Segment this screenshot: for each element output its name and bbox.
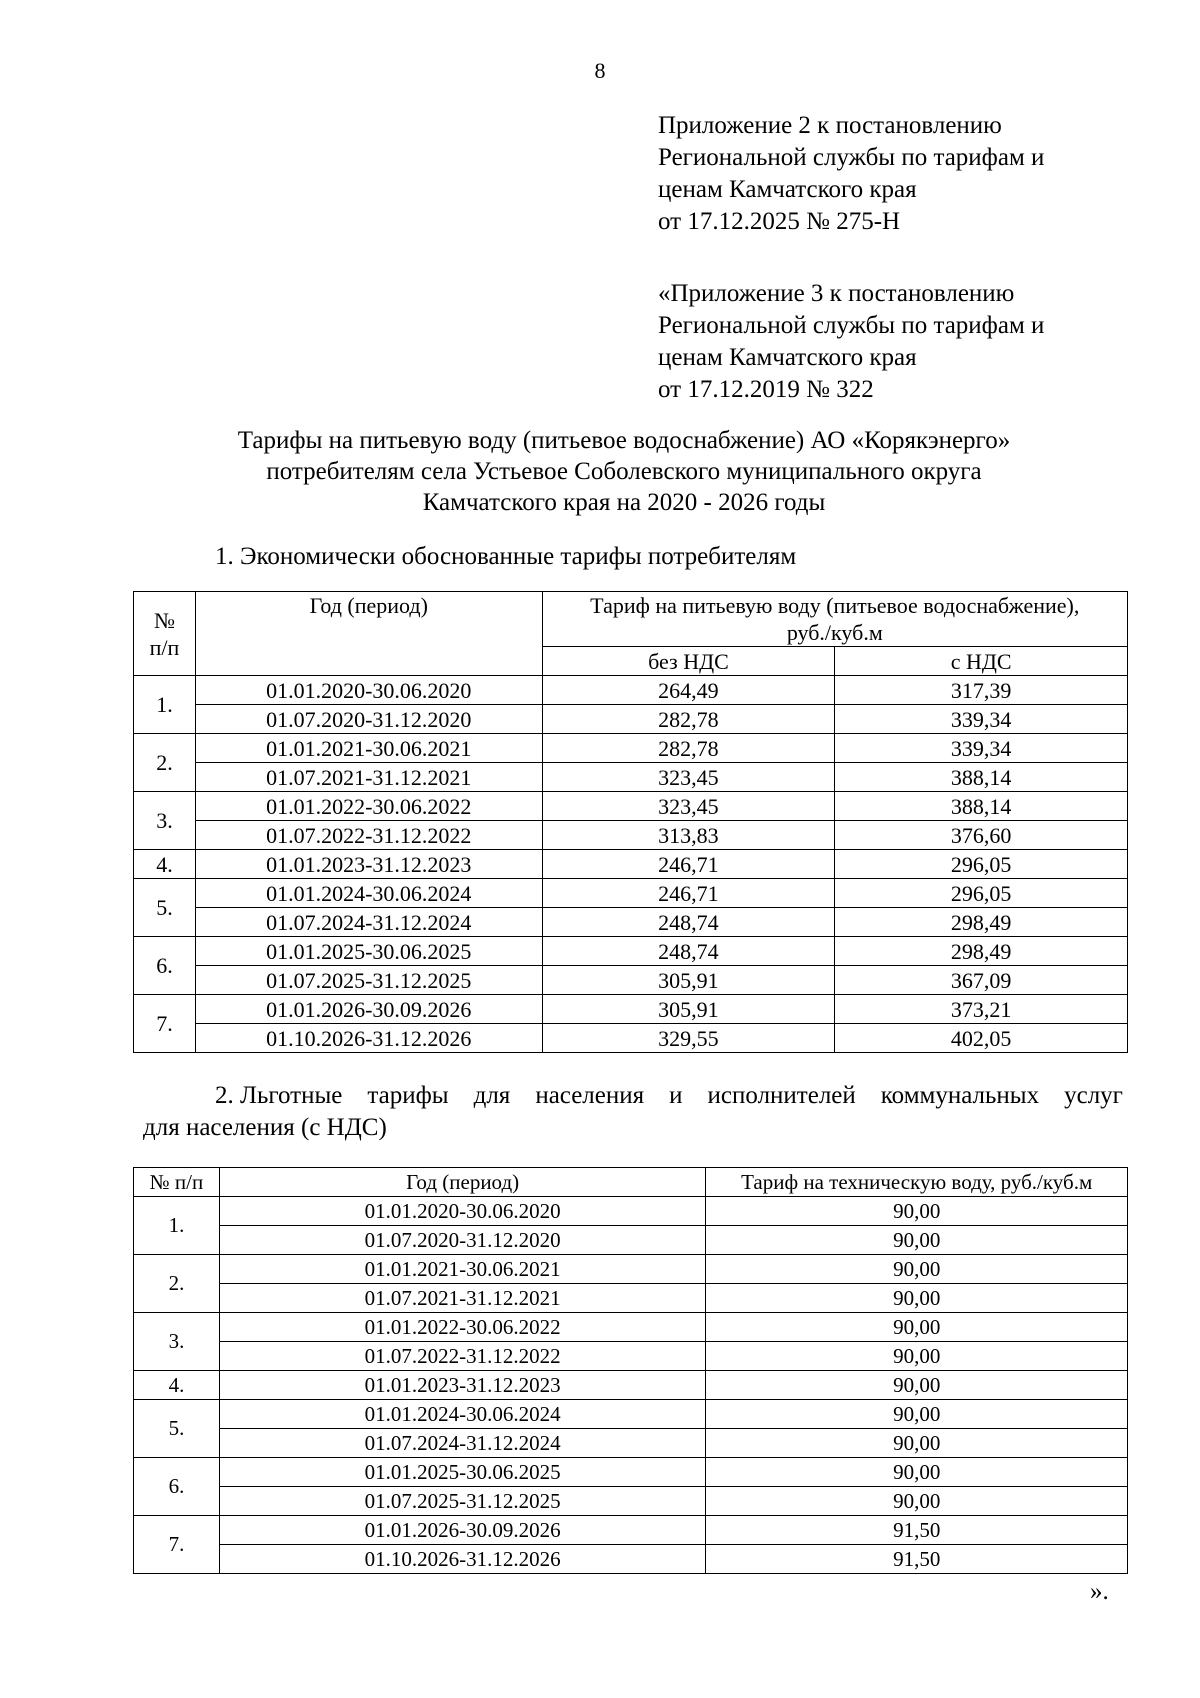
table-row [134, 1458, 1128, 1487]
tariff-with-vat-cell: 298,49 [835, 937, 1128, 966]
table-row [134, 1545, 1128, 1574]
row-number: 6. [134, 1458, 220, 1516]
table-row [134, 850, 1128, 879]
tariff-no-vat-cell: 323,45 [542, 792, 835, 821]
tariff-with-vat-cell: 402,05 [835, 1024, 1128, 1053]
table-row [134, 1400, 1128, 1429]
period-cell: 01.01.2023-31.12.2023 [195, 850, 542, 879]
period-cell: 01.01.2026-30.09.2026 [195, 995, 542, 1024]
table-row [134, 1226, 1128, 1255]
table-row [134, 821, 1128, 850]
economic-tariffs-table [133, 591, 1128, 1053]
period-cell: 01.01.2024-30.06.2024 [195, 879, 542, 908]
tariff-with-vat-cell: 317,39 [835, 676, 1128, 705]
table-row [134, 1284, 1128, 1313]
period-cell: 01.07.2024-31.12.2024 [195, 908, 542, 937]
period-cell: 01.01.2025-30.06.2025 [195, 937, 542, 966]
header-no-vat: без НДС [542, 647, 835, 676]
tariff-with-vat-cell: 388,14 [835, 792, 1128, 821]
table-row [134, 1371, 1128, 1400]
row-number: 3. [134, 1313, 220, 1371]
table-row [134, 1429, 1128, 1458]
table-row [134, 705, 1128, 734]
tariff-no-vat-cell: 246,71 [542, 879, 835, 908]
economic-tariffs-body [134, 676, 1128, 1053]
heading-word: исполнителей [707, 1082, 856, 1109]
header-num: № п/п [134, 592, 196, 676]
period-cell: 01.07.2021-31.12.2021 [219, 1284, 705, 1313]
header-tariff: Тариф на техническую воду, руб./куб.м [706, 1168, 1128, 1197]
heading-word: тарифы [367, 1082, 449, 1109]
table-row [134, 1487, 1128, 1516]
tariff-cell: 90,00 [706, 1342, 1128, 1371]
table-row [134, 1342, 1128, 1371]
section1-heading: 1. Экономически обоснованные тарифы потребителям [215, 543, 797, 570]
tariff-with-vat-cell: 339,34 [835, 705, 1128, 734]
section2-heading-line2: для населения (с НДС) [143, 1114, 387, 1141]
table-row [134, 937, 1128, 966]
period-cell: 01.01.2022-30.06.2022 [195, 792, 542, 821]
heading-word: для [473, 1082, 511, 1109]
tariff-cell: 90,00 [706, 1371, 1128, 1400]
annex-previous-line: от 17.12.2019 № 322 [658, 376, 874, 403]
annex-current-line: от 17.12.2025 № 275-Н [658, 208, 901, 235]
annex-previous [658, 278, 1044, 406]
period-cell: 01.01.2023-31.12.2023 [219, 1371, 705, 1400]
tariff-no-vat-cell: 305,91 [542, 995, 835, 1024]
period-cell: 01.07.2024-31.12.2024 [219, 1429, 705, 1458]
table-row [134, 1255, 1128, 1284]
period-cell: 01.07.2022-31.12.2022 [219, 1342, 705, 1371]
tariff-cell: 90,00 [706, 1313, 1128, 1342]
table-row [134, 908, 1128, 937]
tariff-cell: 90,00 [706, 1226, 1128, 1255]
row-number: 7. [134, 995, 196, 1053]
tariff-no-vat-cell: 282,78 [542, 705, 835, 734]
table-row [134, 879, 1128, 908]
header-tariff: Тариф на питьевую воду (питьевое водоснабжение), руб./куб.м [542, 592, 1127, 647]
annex-current [658, 110, 1044, 238]
annex-current-line: ценам Камчатского края [658, 176, 917, 203]
title-line: Тарифы на питьевую воду (питьевое водоснабжение) АО «Корякэнерго» [237, 427, 1011, 454]
title-line: Камчатского края на 2020 - 2026 годы [422, 489, 826, 516]
table-row [134, 676, 1128, 705]
title-line: потребителям села Устьевое Соболевского муниципального округа [266, 458, 982, 485]
period-cell: 01.01.2020-30.06.2020 [219, 1197, 705, 1226]
tariff-no-vat-cell: 246,71 [542, 850, 835, 879]
table-row [134, 792, 1128, 821]
annex-current-line: Приложение 2 к постановлению [658, 112, 1002, 139]
tariff-cell: 91,50 [706, 1516, 1128, 1545]
row-number: 6. [134, 937, 196, 995]
period-cell: 01.07.2022-31.12.2022 [195, 821, 542, 850]
row-number: 5. [134, 1400, 220, 1458]
period-cell: 01.10.2026-31.12.2026 [195, 1024, 542, 1053]
period-cell: 01.10.2026-31.12.2026 [219, 1545, 705, 1574]
period-cell: 01.07.2020-31.12.2020 [219, 1226, 705, 1255]
annex-current-line: Региональной службы по тарифам и [658, 144, 1045, 171]
period-cell: 01.01.2021-30.06.2021 [219, 1255, 705, 1284]
tariff-no-vat-cell: 305,91 [542, 966, 835, 995]
preferential-tariffs-body [134, 1197, 1128, 1574]
table-row [134, 763, 1128, 792]
period-cell: 01.01.2025-30.06.2025 [219, 1458, 705, 1487]
tariff-cell: 90,00 [706, 1284, 1128, 1313]
closing-quote: ». [1090, 1578, 1109, 1605]
section2-heading [143, 1080, 1123, 1144]
table-row [134, 1024, 1128, 1053]
period-cell: 01.07.2025-31.12.2025 [219, 1487, 705, 1516]
tariff-cell: 90,00 [706, 1400, 1128, 1429]
tariff-with-vat-cell: 339,34 [835, 734, 1128, 763]
document-title [120, 425, 1128, 518]
period-cell: 01.01.2021-30.06.2021 [195, 734, 542, 763]
row-number: 7. [134, 1516, 220, 1574]
tariff-with-vat-cell: 373,21 [835, 995, 1128, 1024]
header-period: Год (период) [219, 1168, 705, 1197]
tariff-no-vat-cell: 282,78 [542, 734, 835, 763]
period-cell: 01.07.2020-31.12.2020 [195, 705, 542, 734]
tariff-with-vat-cell: 367,09 [835, 966, 1128, 995]
tariff-with-vat-cell: 298,49 [835, 908, 1128, 937]
tariff-no-vat-cell: 248,74 [542, 937, 835, 966]
period-cell: 01.07.2021-31.12.2021 [195, 763, 542, 792]
period-cell: 01.01.2022-30.06.2022 [219, 1313, 705, 1342]
annex-previous-line: Региональной службы по тарифам и [658, 312, 1045, 339]
header-period: Год (период) [195, 592, 542, 676]
tariff-with-vat-cell: 376,60 [835, 821, 1128, 850]
tariff-no-vat-cell: 248,74 [542, 908, 835, 937]
row-number: 2. [134, 734, 196, 792]
table-row [134, 1313, 1128, 1342]
row-number: 4. [134, 1371, 220, 1400]
heading-word: населения [535, 1082, 645, 1109]
tariff-cell: 90,00 [706, 1197, 1128, 1226]
annex-previous-line: «Приложение 3 к постановлению [658, 280, 1015, 307]
tariff-cell: 91,50 [706, 1545, 1128, 1574]
tariff-cell: 90,00 [706, 1487, 1128, 1516]
tariff-with-vat-cell: 296,05 [835, 850, 1128, 879]
row-number: 1. [134, 676, 196, 734]
tariff-no-vat-cell: 264,49 [542, 676, 835, 705]
table-row [134, 995, 1128, 1024]
header-with-vat: с НДС [835, 647, 1128, 676]
heading-word: коммунальных [880, 1082, 1040, 1109]
preferential-tariffs-table [133, 1167, 1128, 1574]
tariff-no-vat-cell: 323,45 [542, 763, 835, 792]
table-row [134, 966, 1128, 995]
period-cell: 01.01.2026-30.09.2026 [219, 1516, 705, 1545]
row-number: 4. [134, 850, 196, 879]
period-cell: 01.07.2025-31.12.2025 [195, 966, 542, 995]
tariff-with-vat-cell: 296,05 [835, 879, 1128, 908]
page-number: 8 [594, 58, 606, 83]
heading-word: и [669, 1082, 683, 1109]
tariff-cell: 90,00 [706, 1458, 1128, 1487]
heading-word: 2. Льготные [215, 1082, 343, 1109]
row-number: 2. [134, 1255, 220, 1313]
table-row [134, 1516, 1128, 1545]
period-cell: 01.01.2024-30.06.2024 [219, 1400, 705, 1429]
table-row [134, 1197, 1128, 1226]
row-number: 5. [134, 879, 196, 937]
row-number: 3. [134, 792, 196, 850]
tariff-no-vat-cell: 313,83 [542, 821, 835, 850]
tariff-no-vat-cell: 329,55 [542, 1024, 835, 1053]
table-row [134, 734, 1128, 763]
section2-heading-line1 [143, 1080, 1123, 1112]
heading-word: услуг [1064, 1082, 1123, 1109]
annex-previous-line: ценам Камчатского края [658, 344, 917, 371]
tariff-cell: 90,00 [706, 1429, 1128, 1458]
period-cell: 01.01.2020-30.06.2020 [195, 676, 542, 705]
header-num: № п/п [134, 1168, 220, 1197]
tariff-cell: 90,00 [706, 1255, 1128, 1284]
tariff-with-vat-cell: 388,14 [835, 763, 1128, 792]
row-number: 1. [134, 1197, 220, 1255]
